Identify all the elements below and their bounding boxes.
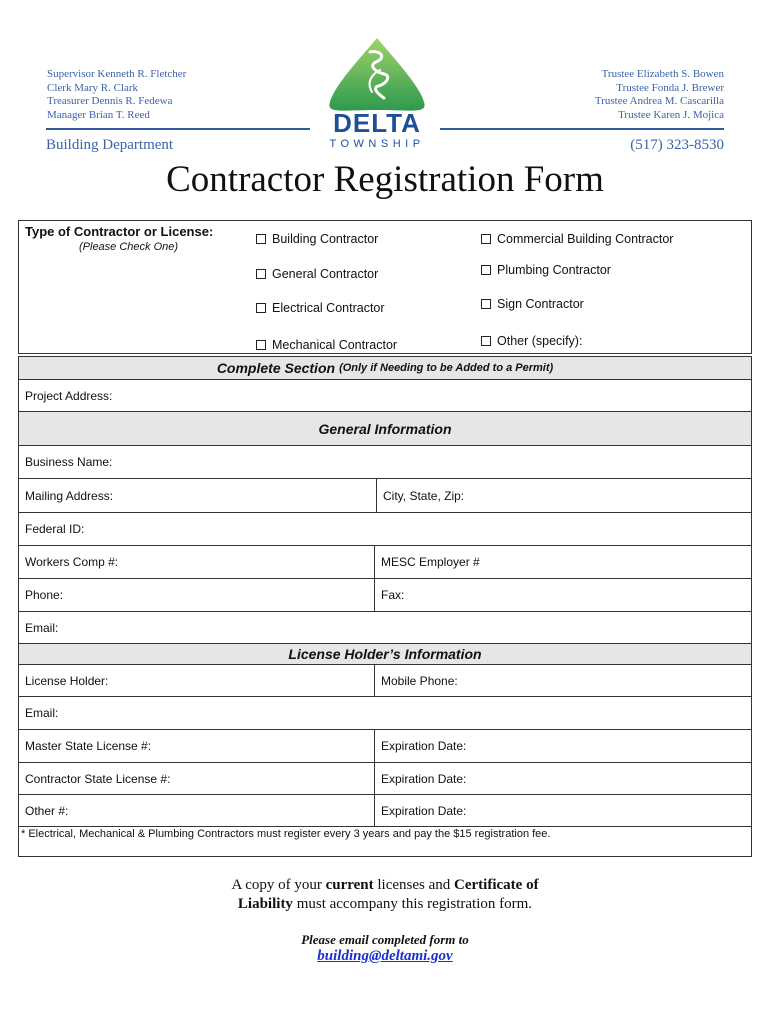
license-email-row[interactable] [18, 697, 752, 730]
checkbox-mechanical-contractor[interactable] [256, 338, 397, 352]
section-note: (Only if Needing to be Added to a Permit) [339, 362, 554, 374]
project-address-field[interactable]: Project Address: [25, 388, 113, 403]
business-name-row[interactable] [18, 446, 752, 479]
checkbox-icon[interactable] [481, 265, 491, 275]
phone-field[interactable]: Phone: [25, 588, 64, 602]
checkbox-icon[interactable] [256, 234, 266, 244]
official-name: Trustee Karen J. Mojica [618, 108, 724, 121]
fax-field[interactable]: Fax: [374, 579, 751, 611]
text-fragment: licenses and [373, 877, 455, 893]
master-license-field[interactable]: Master State License #: [25, 739, 152, 753]
master-license-row [18, 730, 752, 763]
header-rule-right [440, 128, 724, 130]
checkbox-icon[interactable] [256, 303, 266, 313]
checkbox-electrical-contractor[interactable] [256, 301, 385, 315]
checkbox-icon[interactable] [481, 299, 491, 309]
project-address-row[interactable] [18, 380, 752, 412]
official-name: Treasurer Dennis R. Fedewa [47, 95, 173, 107]
official-name: Clerk Mary R. Clark [47, 81, 139, 94]
email-link[interactable]: building@deltami.gov [317, 948, 453, 964]
official-name: Supervisor Kenneth R. Fletcher [47, 68, 187, 80]
license-holder-row [18, 665, 752, 697]
right-officials [595, 68, 724, 122]
page-title: Contractor Registration Form [166, 159, 604, 200]
checkbox-icon[interactable] [256, 269, 266, 279]
other-license-field[interactable]: Other #: [25, 803, 69, 818]
checkbox-sign-contractor[interactable] [481, 297, 584, 311]
text-emphasis: Certificate of [454, 877, 539, 893]
official-name: Trustee Andrea M. Cascarilla [594, 95, 724, 107]
workers-comp-row [18, 546, 752, 579]
business-name-field[interactable]: Business Name: [25, 455, 113, 469]
department-phone: (517) 323-8530 [630, 137, 724, 153]
text-fragment: A copy of your [231, 877, 326, 893]
checkbox-label: Other (specify): [497, 334, 583, 348]
mobile-phone-field[interactable]: Mobile Phone: [374, 665, 751, 696]
checkbox-label: Commercial Building Contractor [497, 232, 674, 246]
mesc-employer-field[interactable]: MESC Employer # [374, 546, 751, 578]
checkbox-label: Mechanical Contractor [272, 338, 398, 352]
complete-section-header [18, 356, 752, 380]
footnote-row [18, 827, 752, 857]
text-fragment: must accompany this registration form. [292, 896, 533, 912]
department-name: Building Department [46, 137, 174, 153]
checkbox-plumbing-contractor[interactable] [481, 263, 611, 277]
mailing-address-field[interactable]: Mailing Address: [25, 488, 114, 503]
city-state-zip-field[interactable]: City, State, Zip: [376, 479, 751, 512]
checkbox-label: Plumbing Contractor [497, 263, 611, 277]
license-email-field[interactable]: Email: [25, 706, 59, 720]
email-field[interactable]: Email: [25, 620, 59, 635]
checkbox-building-contractor[interactable] [256, 232, 378, 246]
checkbox-commercial-building-contractor[interactable] [481, 232, 673, 246]
checkbox-label: Sign Contractor [497, 297, 584, 311]
section-title: License Holder’s Information [288, 646, 482, 662]
federal-id-field[interactable]: Federal ID: [25, 522, 85, 536]
checkbox-icon[interactable] [256, 340, 266, 350]
mailing-address-row [18, 479, 752, 513]
contractor-type-label: Type of Contractor or License: [25, 224, 214, 239]
license-requirement-text [0, 876, 770, 914]
email-instruction: Please email completed form to [301, 932, 469, 947]
contractor-license-row [18, 763, 752, 795]
email-row[interactable] [18, 612, 752, 644]
logo-word: DELTA [333, 108, 421, 138]
other-expiration-field[interactable]: Expiration Date: [374, 795, 751, 826]
federal-id-row[interactable] [18, 513, 752, 546]
checkbox-other-contractor[interactable] [481, 334, 582, 348]
text-emphasis: current [325, 877, 374, 893]
contractor-type-instruction: (Please Check One) [79, 241, 179, 253]
logo-subtitle: TOWNSHIP [329, 138, 425, 150]
phone-row [18, 579, 752, 612]
checkbox-icon[interactable] [481, 234, 491, 244]
section-title: General Information [318, 420, 452, 437]
contractor-expiration-field[interactable]: Expiration Date: [374, 763, 751, 794]
header-rule-left [46, 128, 310, 130]
registration-footnote: * Electrical, Mechanical & Plumbing Contractors must register every 3 years and pay the $15 registration fee. [21, 828, 551, 840]
general-info-header [18, 412, 752, 446]
official-name: Trustee Fonda J. Brewer [616, 81, 724, 94]
checkbox-label: Electrical Contractor [272, 301, 385, 315]
master-expiration-field[interactable]: Expiration Date: [374, 730, 751, 762]
checkbox-icon[interactable] [481, 336, 491, 346]
checkbox-general-contractor[interactable] [256, 267, 378, 281]
text-emphasis: Liability [237, 896, 293, 912]
official-name: Manager Brian T. Reed [47, 108, 150, 121]
other-license-row [18, 795, 752, 827]
license-holder-header [18, 644, 752, 665]
license-holder-field[interactable]: License Holder: [25, 673, 109, 688]
contractor-license-field[interactable]: Contractor State License #: [25, 771, 171, 786]
official-name: Trustee Elizabeth S. Bowen [601, 68, 724, 80]
workers-comp-field[interactable]: Workers Comp #: [25, 555, 119, 569]
contractor-type-box [18, 220, 752, 354]
checkbox-label: Building Contractor [272, 232, 379, 246]
section-title: Complete Section [216, 360, 336, 376]
checkbox-label: General Contractor [272, 267, 379, 281]
left-officials [47, 68, 186, 122]
